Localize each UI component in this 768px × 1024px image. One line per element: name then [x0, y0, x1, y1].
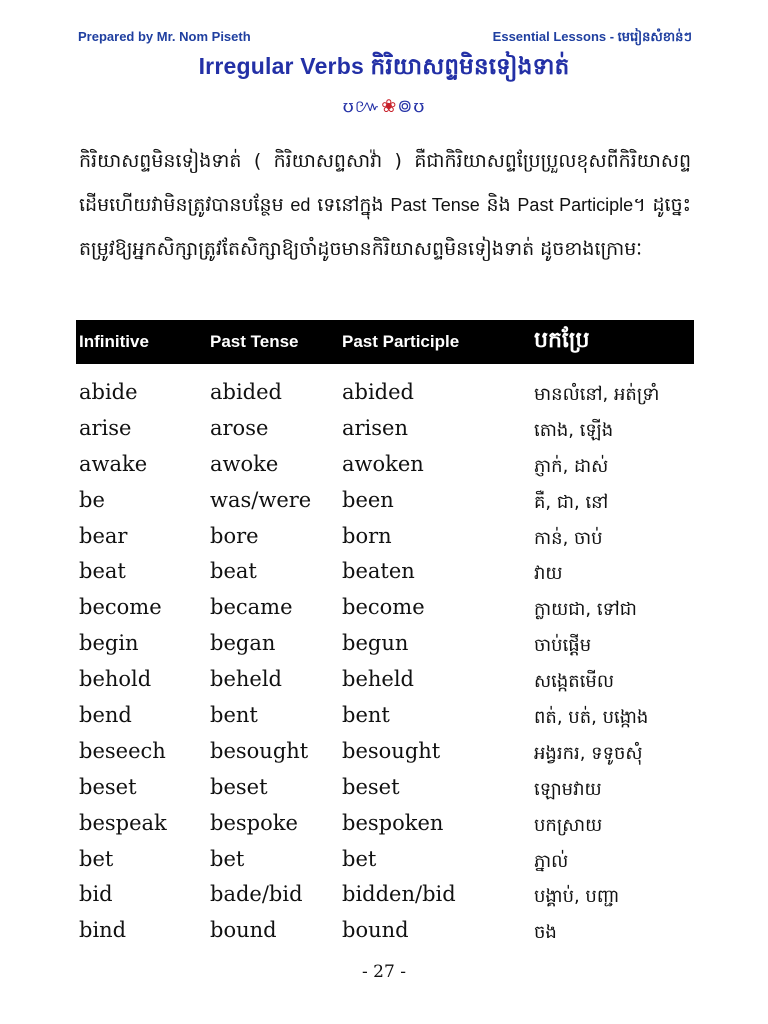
header-infinitive: Infinitive: [79, 332, 149, 351]
cell-past-tense: bore: [210, 523, 259, 548]
verb-table-body: [76, 376, 694, 950]
table-row: [76, 843, 694, 879]
cell-infinitive: bend: [79, 703, 132, 728]
cell-past-tense: bade/bid: [210, 882, 303, 907]
table-row: [76, 376, 694, 412]
intro-text-2: ទេនៅក្នុង: [310, 194, 391, 216]
cell-translation: បង្គាប់, បញ្ជា: [534, 886, 620, 908]
cell-past-tense: abided: [210, 380, 282, 404]
cell-translation: ភ្ញាក់, ដាស់: [534, 455, 609, 477]
intro-text-1: កិរិយាសព្ទមិនទៀងទាត់ ( កិរិយាសព្ទសាវ៉ា ) គឺជាកិរិយាសព្ទប្រែប្រួលខុសពីកិរិយាសព្ទដើមហើយវាមិនត្រូវបានបន្ថែម: [79, 150, 691, 216]
cell-past-tense: bound: [210, 918, 277, 943]
intro-text-3: និង: [479, 194, 518, 216]
ornament-right: ៙ʊ: [397, 96, 426, 117]
cell-infinitive: be: [79, 487, 105, 512]
header-series: Essential Lessons - មេរៀនសំខាន់ៗ: [492, 29, 692, 44]
cell-infinitive: become: [79, 595, 162, 620]
cell-past-tense: arose: [210, 415, 269, 440]
table-row: [76, 627, 694, 663]
cell-infinitive: beset: [79, 774, 137, 799]
cell-infinitive: beseech: [79, 738, 166, 763]
cell-translation: កាន់, ចាប់: [534, 527, 603, 549]
intro-past-tense: Past Tense: [390, 195, 480, 215]
cell-past-participle: been: [342, 487, 394, 512]
cell-past-participle: bespoken: [342, 810, 444, 835]
cell-translation: ពត់, បត់, បង្កោង: [534, 707, 649, 729]
cell-translation: បកស្រាយ: [534, 814, 603, 836]
cell-past-participle: beset: [342, 774, 400, 799]
cell-translation: វាយ: [534, 563, 563, 585]
cell-past-participle: awoken: [342, 451, 424, 476]
table-row: [76, 699, 694, 735]
cell-infinitive: abide: [79, 380, 138, 404]
cell-past-tense: bent: [210, 703, 258, 728]
table-row: [76, 914, 694, 950]
table-row: [76, 771, 694, 807]
table-row: [76, 663, 694, 699]
cell-translation: តោង, ឡើង: [534, 419, 614, 441]
cell-past-participle: beaten: [342, 559, 415, 584]
cell-past-tense: became: [210, 595, 293, 620]
page-title: Irregular Verbs កិរិយាសព្ទមិនទៀងទាត់: [198, 53, 570, 79]
cell-translation: អង្វរករ, ទទូចសុំ: [534, 742, 643, 764]
table-row: [76, 878, 694, 914]
table-row: [76, 555, 694, 591]
cell-past-participle: become: [342, 595, 425, 620]
header-translation: បកប្រែ: [534, 328, 590, 353]
cell-translation: ចង: [534, 922, 557, 944]
cell-infinitive: awake: [79, 451, 148, 476]
cell-past-participle: arisen: [342, 415, 409, 440]
cell-infinitive: arise: [79, 415, 132, 440]
cell-infinitive: bind: [79, 918, 127, 943]
cell-infinitive: bespeak: [79, 810, 167, 835]
cell-past-participle: bet: [342, 846, 377, 871]
table-header: [76, 320, 694, 364]
cell-past-tense: was/were: [210, 487, 312, 512]
cell-past-participle: born: [342, 523, 392, 548]
table-row: [76, 735, 694, 771]
cell-past-tense: bespoke: [210, 810, 298, 835]
table-row: [76, 448, 694, 484]
cell-past-tense: bet: [210, 846, 245, 871]
cell-past-participle: besought: [342, 738, 441, 763]
header-author: Prepared by Mr. Nom Piseth: [78, 29, 251, 44]
cell-translation: ក្លាយជា, ទៅជា: [534, 599, 637, 621]
cell-translation: មានលំនៅ, អត់ទ្រាំ: [534, 384, 660, 405]
cell-infinitive: bear: [79, 523, 128, 548]
cell-translation: ឡោមវាយ: [534, 778, 602, 800]
intro-text-4: ។ ដូច្នេះ តម្រូវឱ្យអ្នកសិក្សាត្រូវតែសិក្សាឱ្យចាំដូចមានកិរិយាសព្ទមិនទៀងទាត់ ដូចខាងក្រោមៈ: [79, 194, 691, 260]
cell-infinitive: bid: [79, 882, 113, 907]
page-number: - 27 -: [362, 962, 406, 982]
cell-translation: ភ្នាល់: [534, 850, 569, 872]
table-row: [76, 520, 694, 556]
cell-past-participle: abided: [342, 380, 414, 404]
ornament-left: ʊ៚: [342, 96, 382, 117]
cell-past-participle: beheld: [342, 667, 414, 692]
cell-past-tense: beat: [210, 559, 257, 584]
cell-past-tense: besought: [210, 738, 309, 763]
cell-past-tense: awoke: [210, 451, 279, 476]
intro-past-participle: Past Participle: [517, 195, 634, 215]
cell-translation: សង្កេតមើល: [534, 671, 614, 693]
cell-past-tense: beset: [210, 774, 268, 799]
cell-infinitive: behold: [79, 667, 152, 692]
header-past-participle: Past Participle: [342, 332, 460, 351]
cell-infinitive: bet: [79, 846, 114, 871]
cell-infinitive: beat: [79, 559, 126, 584]
intro-paragraph: [79, 139, 691, 271]
cell-past-participle: bidden/bid: [342, 882, 456, 907]
cell-translation: ចាប់ផ្តើម: [534, 635, 592, 657]
title-ornament: [0, 94, 768, 121]
cell-past-participle: bent: [342, 703, 390, 728]
cell-translation: គឺ, ជា, នៅ: [534, 491, 609, 513]
cell-past-participle: begun: [342, 631, 409, 656]
cell-infinitive: begin: [79, 631, 139, 656]
table-row: [76, 484, 694, 520]
cell-past-tense: beheld: [210, 667, 282, 692]
intro-ed: ed: [290, 195, 311, 215]
header-past-tense: Past Tense: [210, 332, 299, 351]
cell-past-participle: bound: [342, 918, 409, 943]
table-row: [76, 591, 694, 627]
table-row: [76, 807, 694, 843]
table-row: [76, 412, 694, 448]
flower-icon: ❀: [381, 96, 398, 117]
cell-past-tense: began: [210, 631, 276, 656]
